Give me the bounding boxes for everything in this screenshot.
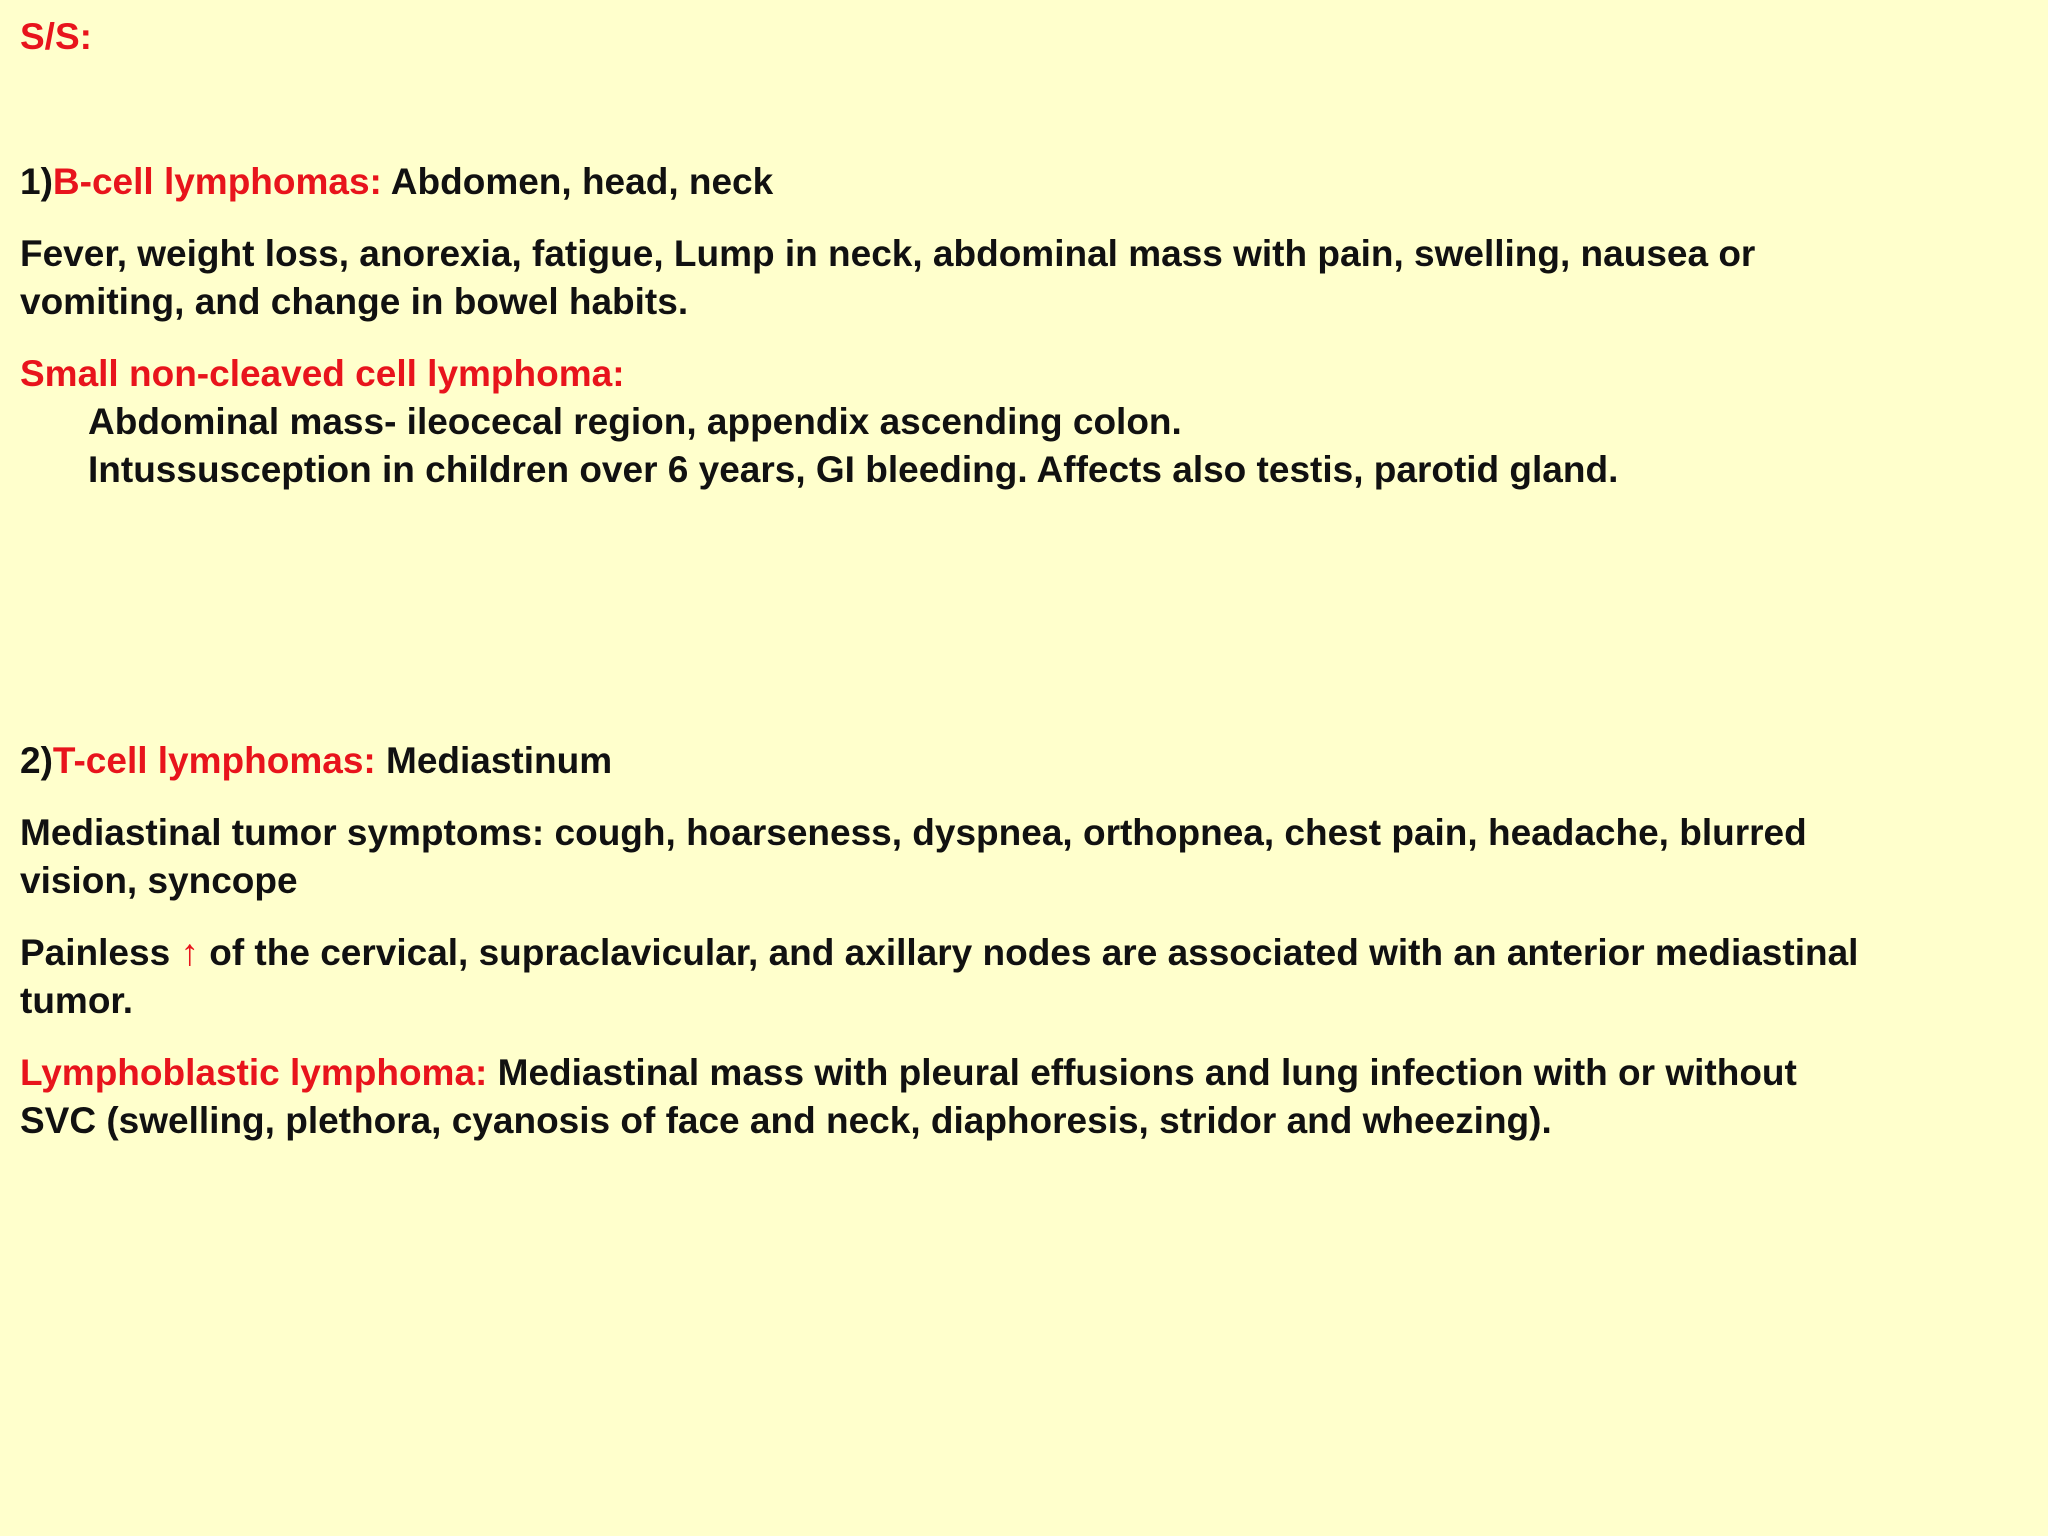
section1-number: 1) — [20, 161, 53, 202]
section2-title: T-cell lymphomas: — [52, 740, 376, 781]
section1-symptoms-line1: Fever, weight loss, anorexia, fatigue, Lump in neck, abdominal mass with pain, swelling, nausea or — [20, 233, 1756, 274]
section2-nodes-prefix: Painless — [20, 932, 181, 973]
section1-subtype-title: Small non-cleaved cell lymphoma: — [20, 353, 625, 394]
section2-subtype-rest: Mediastinal mass with pleural effusions and lung infection with or without — [487, 1052, 1797, 1093]
section1-subtype-line2: Intussusception in children over 6 years, GI bleeding. Affects also testis, parotid gland. — [88, 449, 1619, 490]
section1-title: B-cell lymphomas: — [52, 161, 382, 202]
section2-nodes-line2: tumor. — [20, 980, 134, 1021]
section2-subtype-line1 — [20, 1049, 1797, 1097]
section1-subtype-line1: Abdominal mass- ileocecal region, appendix ascending colon. — [88, 401, 1182, 442]
increase-arrow-icon: ↑ — [180, 932, 199, 973]
section2-subtype-title: Lymphoblastic lymphoma: — [20, 1052, 488, 1093]
section2-number: 2) — [20, 740, 53, 781]
section1-heading — [20, 158, 773, 206]
section2-sites: Mediastinum — [375, 740, 613, 781]
slide-heading: S/S: — [20, 16, 92, 57]
section1-sites: Abdomen, head, neck — [381, 161, 774, 202]
section2-subtype-line2: SVC (swelling, plethora, cyanosis of face and neck, diaphoresis, stridor and wheezing). — [20, 1100, 1552, 1141]
section1-symptoms-line2: vomiting, and change in bowel habits. — [20, 281, 689, 322]
section2-nodes-line1 — [20, 929, 1858, 977]
section2-heading — [20, 737, 612, 785]
section2-nodes-rest: of the cervical, supraclavicular, and axillary nodes are associated with an anterior mediastinal — [198, 932, 1859, 973]
section2-symptoms-line2: vision, syncope — [20, 860, 298, 901]
section2-symptoms-line1: Mediastinal tumor symptoms: cough, hoarseness, dyspnea, orthopnea, chest pain, headache, blurred — [20, 812, 1807, 853]
